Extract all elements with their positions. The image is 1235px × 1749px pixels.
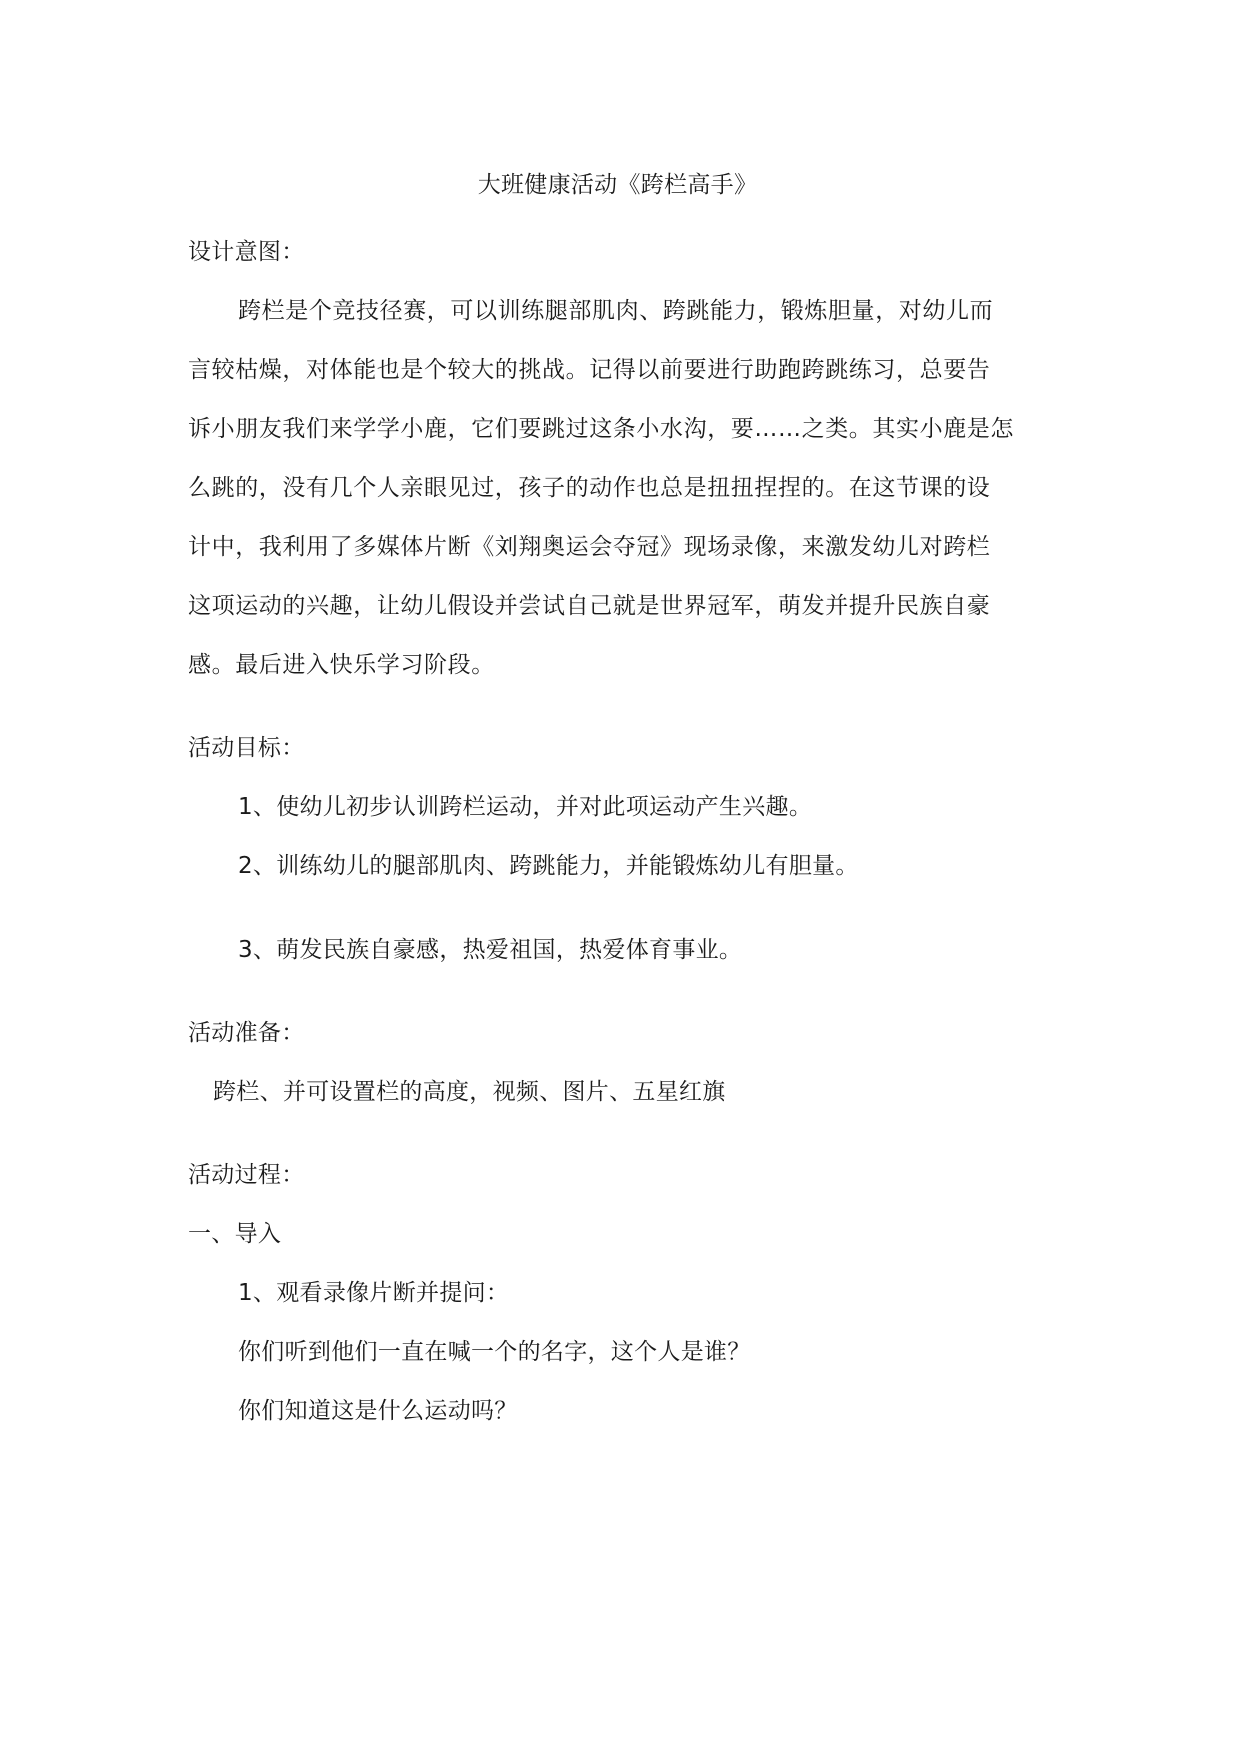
goals-heading: 活动目标：: [188, 735, 305, 761]
prep-text: 跨栏、并可设置栏的高度，视频、图片、五星红旗: [213, 1079, 726, 1105]
design-heading: 设计意图：: [188, 239, 305, 265]
process-step: 1、观看录像片断并提问：: [238, 1280, 510, 1306]
process-question: 你们听到他们一直在喊一个的名字，这个人是谁？: [238, 1339, 751, 1365]
process-question: 你们知道这是什么运动吗？: [238, 1398, 518, 1424]
goal-item: 3、萌发民族自豪感，热爱祖国，热爱体育事业。: [238, 937, 743, 963]
design-line: 感。最后进入快乐学习阶段。: [188, 652, 495, 678]
design-line: 这项运动的兴趣，让幼儿假设并尝试自己就是世界冠军，萌发并提升民族自豪: [188, 593, 991, 619]
design-line: 言较枯燥，对体能也是个较大的挑战。记得以前要进行助跑跨跳练习，总要告: [188, 357, 991, 383]
design-line: 么跳的，没有几个人亲眼见过，孩子的动作也总是扭扭捏捏的。在这节课的设: [188, 475, 991, 501]
design-line: 计中，我利用了多媒体片断《刘翔奥运会夺冠》现场录像，来激发幼儿对跨栏: [188, 534, 991, 560]
goal-item: 1、使幼儿初步认训跨栏运动，并对此项运动产生兴趣。: [238, 794, 813, 820]
design-line: 跨栏是个竞技径赛，可以训练腿部肌肉、跨跳能力，锻炼胆量，对幼儿而: [238, 298, 994, 324]
process-heading: 活动过程：: [188, 1162, 305, 1188]
process-section-title: 一、导入: [188, 1221, 282, 1247]
design-line: 诉小朋友我们来学学小鹿，它们要跳过这条小水沟，要……之类。其实小鹿是怎: [188, 416, 1014, 442]
goal-item: 2、训练幼儿的腿部肌肉、跨跳能力，并能锻炼幼儿有胆量。: [238, 853, 859, 879]
prep-heading: 活动准备：: [188, 1020, 305, 1046]
document-title: 大班健康活动《跨栏高手》: [477, 172, 758, 198]
